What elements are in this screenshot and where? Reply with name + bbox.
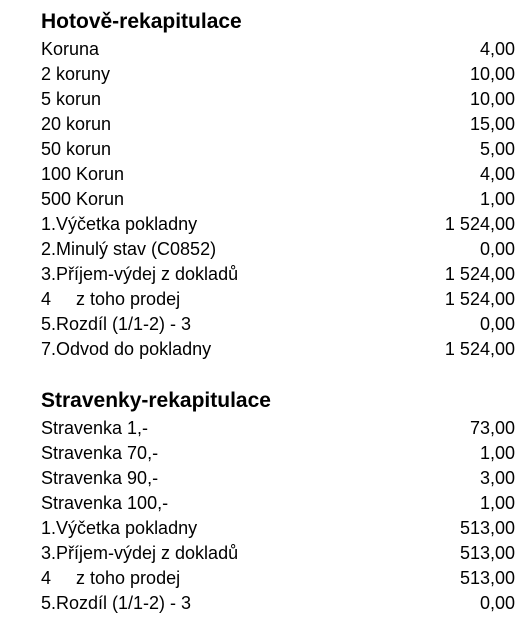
row-value: 3,00 xyxy=(479,468,515,488)
table-row xyxy=(41,87,515,112)
row-value: 0,00 xyxy=(479,239,515,259)
row-value: 1,00 xyxy=(479,493,515,513)
table-row xyxy=(41,312,515,337)
row-label: 20 korun xyxy=(41,114,112,134)
row-label: 5 korun xyxy=(41,89,102,109)
row-label: 50 korun xyxy=(41,139,112,159)
row-value: 10,00 xyxy=(469,64,515,84)
table-row xyxy=(41,212,515,237)
table-row xyxy=(41,541,515,566)
row-label: 100 Korun xyxy=(41,164,125,184)
table-row xyxy=(41,62,515,87)
table-row xyxy=(41,416,515,441)
table-row xyxy=(41,162,515,187)
row-label: 3.Příjem-výdej z dokladů xyxy=(41,543,239,563)
cash-recap-title: Hotově-rekapitulace xyxy=(41,10,242,33)
row-label: Stravenka 70,- xyxy=(41,443,159,463)
row-value: 0,00 xyxy=(479,593,515,613)
row-label: 1.Výčetka pokladny xyxy=(41,214,198,234)
row-value: 1 524,00 xyxy=(444,264,515,284)
row-value: 1 524,00 xyxy=(444,289,515,309)
row-value: 513,00 xyxy=(459,568,515,588)
row-value: 1 524,00 xyxy=(444,214,515,234)
row-label: 4 z toho prodej xyxy=(41,289,181,309)
table-row xyxy=(41,37,515,62)
row-value: 4,00 xyxy=(479,164,515,184)
table-row xyxy=(41,491,515,516)
voucher-recap-title: Stravenky-rekapitulace xyxy=(41,389,271,412)
row-label: Stravenka 90,- xyxy=(41,468,159,488)
table-row xyxy=(41,112,515,137)
row-value: 5,00 xyxy=(479,139,515,159)
row-label: 2 koruny xyxy=(41,64,111,84)
row-label: Koruna xyxy=(41,39,100,59)
row-value: 0,00 xyxy=(479,314,515,334)
row-value: 1 524,00 xyxy=(444,339,515,359)
row-value: 4,00 xyxy=(479,39,515,59)
table-row xyxy=(41,287,515,312)
row-value: 1,00 xyxy=(479,189,515,209)
table-row xyxy=(41,591,515,616)
row-value: 513,00 xyxy=(459,543,515,563)
table-row xyxy=(41,441,515,466)
row-label: 2.Minulý stav (C0852) xyxy=(41,239,217,259)
table-row xyxy=(41,137,515,162)
row-label: 5.Rozdíl (1/1-2) - 3 xyxy=(41,593,192,613)
row-value: 1,00 xyxy=(479,443,515,463)
row-value: 10,00 xyxy=(469,89,515,109)
table-row xyxy=(41,262,515,287)
table-row xyxy=(41,466,515,491)
row-label: 4 z toho prodej xyxy=(41,568,181,588)
table-row xyxy=(41,337,515,362)
table-row xyxy=(41,516,515,541)
voucher-recap-table xyxy=(41,416,515,616)
row-label: 500 Korun xyxy=(41,189,125,209)
row-label: 7.Odvod do pokladny xyxy=(41,339,212,359)
row-value: 15,00 xyxy=(469,114,515,134)
voucher-recap-section xyxy=(41,386,515,616)
row-label: 5.Rozdíl (1/1-2) - 3 xyxy=(41,314,192,334)
cash-recap-section xyxy=(41,7,515,362)
table-row xyxy=(41,566,515,591)
row-label: 1.Výčetka pokladny xyxy=(41,518,198,538)
row-label: Stravenka 1,- xyxy=(41,418,149,438)
table-row xyxy=(41,237,515,262)
row-label: Stravenka 100,- xyxy=(41,493,169,513)
cash-recap-table xyxy=(41,37,515,362)
recap-document xyxy=(41,7,515,616)
row-label: 3.Příjem-výdej z dokladů xyxy=(41,264,239,284)
row-value: 513,00 xyxy=(459,518,515,538)
section-spacer xyxy=(41,362,515,386)
row-value: 73,00 xyxy=(469,418,515,438)
table-row xyxy=(41,187,515,212)
